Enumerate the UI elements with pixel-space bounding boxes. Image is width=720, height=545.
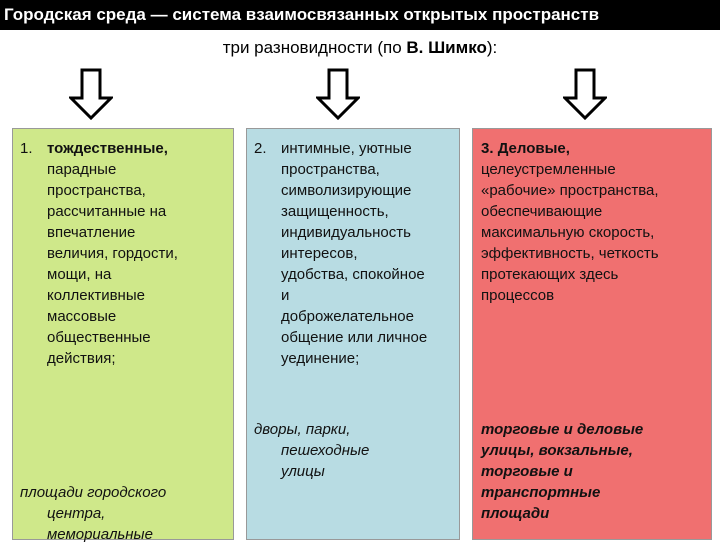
description-line: уединение;	[281, 350, 360, 367]
down-arrow-icon	[69, 68, 113, 120]
example-line: торговые и	[481, 463, 573, 480]
column-description	[20, 138, 230, 369]
description-line: целеустремленные	[481, 161, 616, 178]
description-line: массовые	[47, 308, 117, 325]
description-line: обеспечивающие	[481, 203, 603, 220]
example-line: улицы, вокзальные,	[481, 442, 633, 459]
down-arrow-icon	[563, 68, 607, 120]
column-examples	[20, 482, 230, 545]
example-line: дворы, парки,	[254, 421, 351, 438]
description-line: защищенность,	[281, 203, 389, 220]
down-arrow-icon	[316, 68, 360, 120]
title-bar	[0, 0, 720, 30]
example-line: торговые и деловые	[481, 421, 644, 438]
example-line: площади	[481, 505, 550, 522]
example-line: улицы	[281, 463, 325, 480]
column-examples	[481, 419, 711, 524]
description-line: интересов,	[281, 245, 358, 262]
column-number: 3.	[481, 140, 494, 157]
subtitle-before: три разновидности (по	[222, 38, 407, 57]
description-line: общение или личное	[281, 329, 428, 346]
description-line: рассчитанные на	[47, 203, 167, 220]
description-line: величия, гордости,	[47, 245, 178, 262]
description-line: пространства,	[281, 161, 380, 178]
column-business	[472, 128, 712, 540]
example-line: площади городского	[20, 484, 167, 501]
column-examples	[254, 419, 458, 482]
column-description	[481, 138, 711, 306]
subtitle	[0, 38, 720, 58]
column-intimate	[246, 128, 460, 540]
description-line: доброжелательное	[281, 308, 414, 325]
description-line: коллективные	[47, 287, 145, 304]
description-line: эффективность, четкость	[481, 245, 659, 262]
example-line: пешеходные	[281, 442, 370, 459]
column-ceremonial	[12, 128, 234, 543]
page-title: Городская среда — система взаимосвязанных открытых пространств	[4, 5, 600, 24]
description-line: протекающих здесь	[481, 266, 619, 283]
description-line: «рабочие» пространства,	[481, 182, 659, 199]
example-line: центра,	[47, 505, 106, 522]
column-number: 2.	[254, 140, 267, 157]
subtitle-after: ):	[486, 38, 498, 57]
description-line: тождественные,	[47, 140, 168, 157]
description-line: символизирующие	[281, 182, 412, 199]
description-line: Деловые,	[497, 140, 570, 157]
description-line: парадные	[47, 161, 117, 178]
description-line: действия;	[47, 350, 116, 367]
description-line: интимные, уютные	[281, 140, 412, 157]
description-line: индивидуальность	[281, 224, 411, 241]
example-line: транспортные	[481, 484, 601, 501]
description-line: мощи, на	[47, 266, 112, 283]
description-line: и	[281, 287, 290, 304]
description-line: процессов	[481, 287, 555, 304]
description-line: максимальную скорость,	[481, 224, 655, 241]
description-line: общественные	[47, 329, 151, 346]
description-line: пространства,	[47, 182, 146, 199]
description-line: удобства, спокойное	[281, 266, 425, 283]
column-number: 1.	[20, 140, 33, 157]
example-line: мемориальные	[47, 526, 153, 543]
column-description	[254, 138, 458, 369]
subtitle-author: В. Шимко	[406, 38, 487, 57]
description-line: впечатление	[47, 224, 136, 241]
